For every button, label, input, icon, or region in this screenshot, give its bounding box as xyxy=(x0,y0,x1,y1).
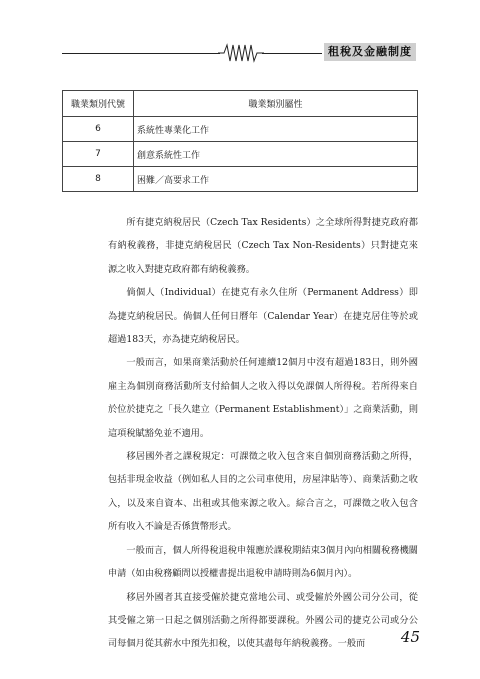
category-attribute: 創意系統性工作 xyxy=(134,142,418,167)
body-text xyxy=(108,211,418,656)
table-row xyxy=(63,167,418,192)
category-attribute: 系統性專業化工作 xyxy=(134,117,418,142)
paragraph-individual-residency: 倘個人（Individual）在捷克有永久住所（Permanent Address）即為捷克納稅居民。倘個人任何日曆年（Calendar Year）在捷克居住等於或超過183天，亦為捷克納稅居民。 xyxy=(108,287,418,346)
paragraph-expatriate-taxation: 移居國外者之課稅規定：可課徵之收入包含來自個別商務活動之所得，包括非現金收益（例如私人目的之公司車使用，房屋津貼等）、商業活動之收入，以及來自資本、出租或其他來源之收入。綜合言之，可課徵之收入包含所有收入不論是否係貨幣形式。 xyxy=(108,451,418,533)
paragraph-withholding: 移居外國者其直接受僱於捷克當地公司、或受僱於外國公司分公司，從其受僱之第一日起之個別活動之所得都要課稅。外國公司的捷克公司或分公司每個月從其薪水中預先扣稅，以使其盡每年納稅義務。一般而 xyxy=(108,591,418,650)
table-header-row xyxy=(63,91,418,117)
category-code: 7 xyxy=(63,142,134,167)
table-row xyxy=(63,117,418,142)
page-header xyxy=(0,0,480,70)
category-code: 8 xyxy=(63,167,134,192)
paragraph-tax-return-filing: 一般而言，個人所得稅退稅申報應於課稅期結束3個月內向相關稅務機關申請（如由稅務顧問以授權書提出退稅申請時則為6個月內）。 xyxy=(108,544,418,580)
section-title: 租稅及金融制度 xyxy=(324,43,416,61)
paragraph-tax-residents: 所有捷克納稅居民（Czech Tax Residents）之全球所得對捷克政府都有納稅義務，非捷克納稅居民（Czech Tax Non-Residents）只對捷克來源之收入對捷克政府都有納稅義務。 xyxy=(108,217,418,275)
pulse-wave-icon xyxy=(218,43,264,63)
category-attribute: 困難／高要求工作 xyxy=(134,167,418,192)
paragraph-business-activity-exemption: 一般而言，如果商業活動於任何連續12個月中沒有超過183日，則外國雇主為個別商務活動所支付給個人之收入得以免課個人所得稅。若所得來自於位於捷克之「長久建立（Permanent Establishment）」之商業活動，則這項稅賦豁免並不適用。 xyxy=(108,357,418,439)
table-row xyxy=(63,142,418,167)
category-code: 6 xyxy=(63,117,134,142)
column-header-code: 職業類別代號 xyxy=(63,91,134,117)
header-rule-right xyxy=(262,53,322,54)
column-header-attribute: 職業類別屬性 xyxy=(134,91,418,117)
occupation-category-table xyxy=(62,90,418,192)
header-rule-left xyxy=(62,53,220,54)
page-number: 45 xyxy=(400,628,420,646)
